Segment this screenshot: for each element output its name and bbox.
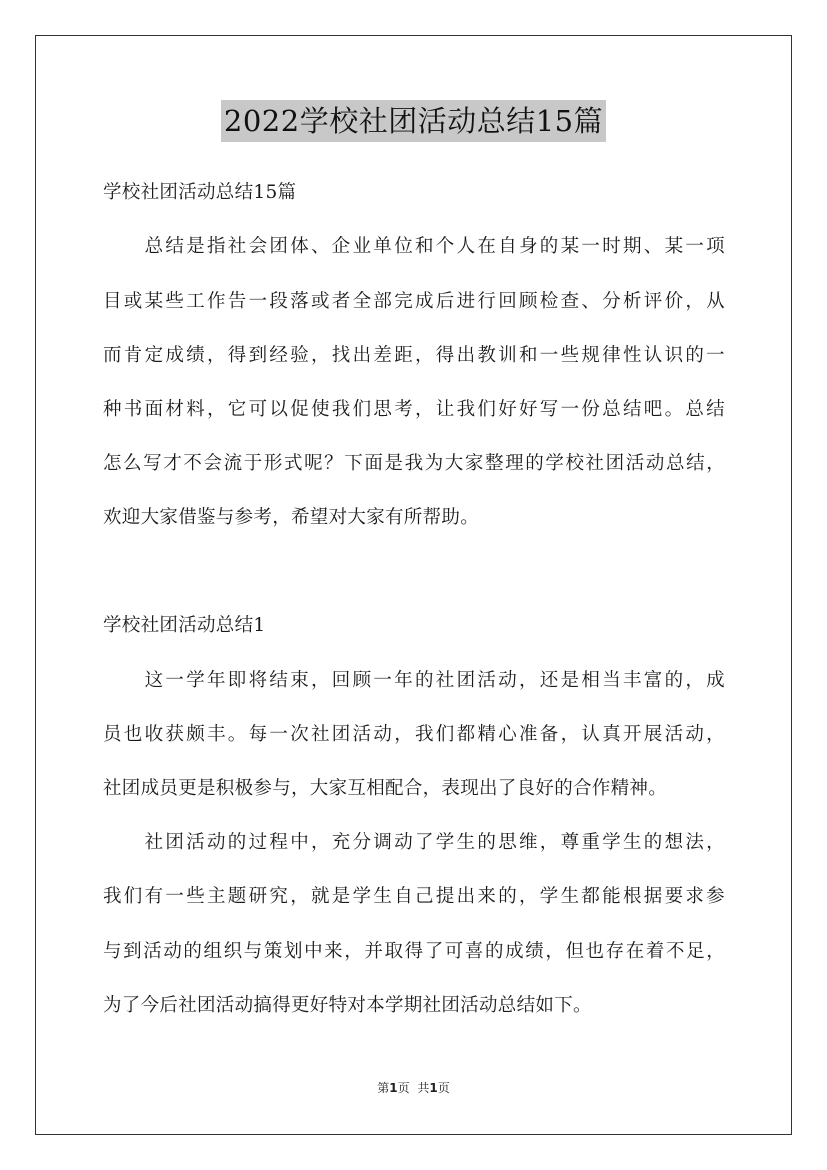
section-line: 社团成员更是积极参与，大家互相配合，表现出了良好的合作精神。 [103,778,668,799]
section-line: 社团活动的过程中，充分调动了学生的思维，尊重学生的想法， [103,832,725,853]
intro-line: 欢迎大家借鉴与参考，希望对大家有所帮助。 [103,507,480,528]
section-line: 为了今后社团活动搞得更好特对本学期社团活动总结如下。 [103,995,592,1016]
document-title: 2022学校社团活动总结15篇 [221,100,606,142]
page-footer [0,1080,827,1096]
intro-line: 而肯定成绩，得到经验，找出差距，得出教训和一些规律性认识的一 [103,345,725,366]
document-subtitle: 学校社团活动总结15篇 [103,182,297,203]
page-unit: 页 [397,1081,410,1095]
section-heading: 学校社团活动总结1 [103,615,266,636]
intro-line: 种书面材料，它可以促使我们思考，让我们好好写一份总结吧。总结 [103,399,725,420]
intro-line: 怎么写才不会流于形式呢？下面是我为大家整理的学校社团活动总结， [103,453,725,474]
page-prefix: 第 [377,1081,390,1095]
page-current: 1 [389,1081,398,1095]
intro-line: 总结是指社会团体、企业单位和个人在自身的某一时期、某一项 [103,236,725,257]
section-line: 我们有一些主题研究，就是学生自己提出来的，学生都能根据要求参 [103,886,725,907]
section-line: 员也收获颇丰。每一次社团活动，我们都精心准备，认真开展活动， [103,724,725,745]
total-prefix: 共 [417,1081,430,1095]
section-line: 与到活动的组织与策划中来，并取得了可喜的成绩，但也存在着不足， [103,941,725,962]
section-line: 这一学年即将结束，回顾一年的社团活动，还是相当丰富的，成 [103,670,725,691]
total-unit: 页 [437,1081,450,1095]
intro-line: 目或某些工作告一段落或者全部完成后进行回顾检查、分析评价，从 [103,291,725,312]
page-total: 1 [429,1081,438,1095]
document-title-block [0,100,827,142]
